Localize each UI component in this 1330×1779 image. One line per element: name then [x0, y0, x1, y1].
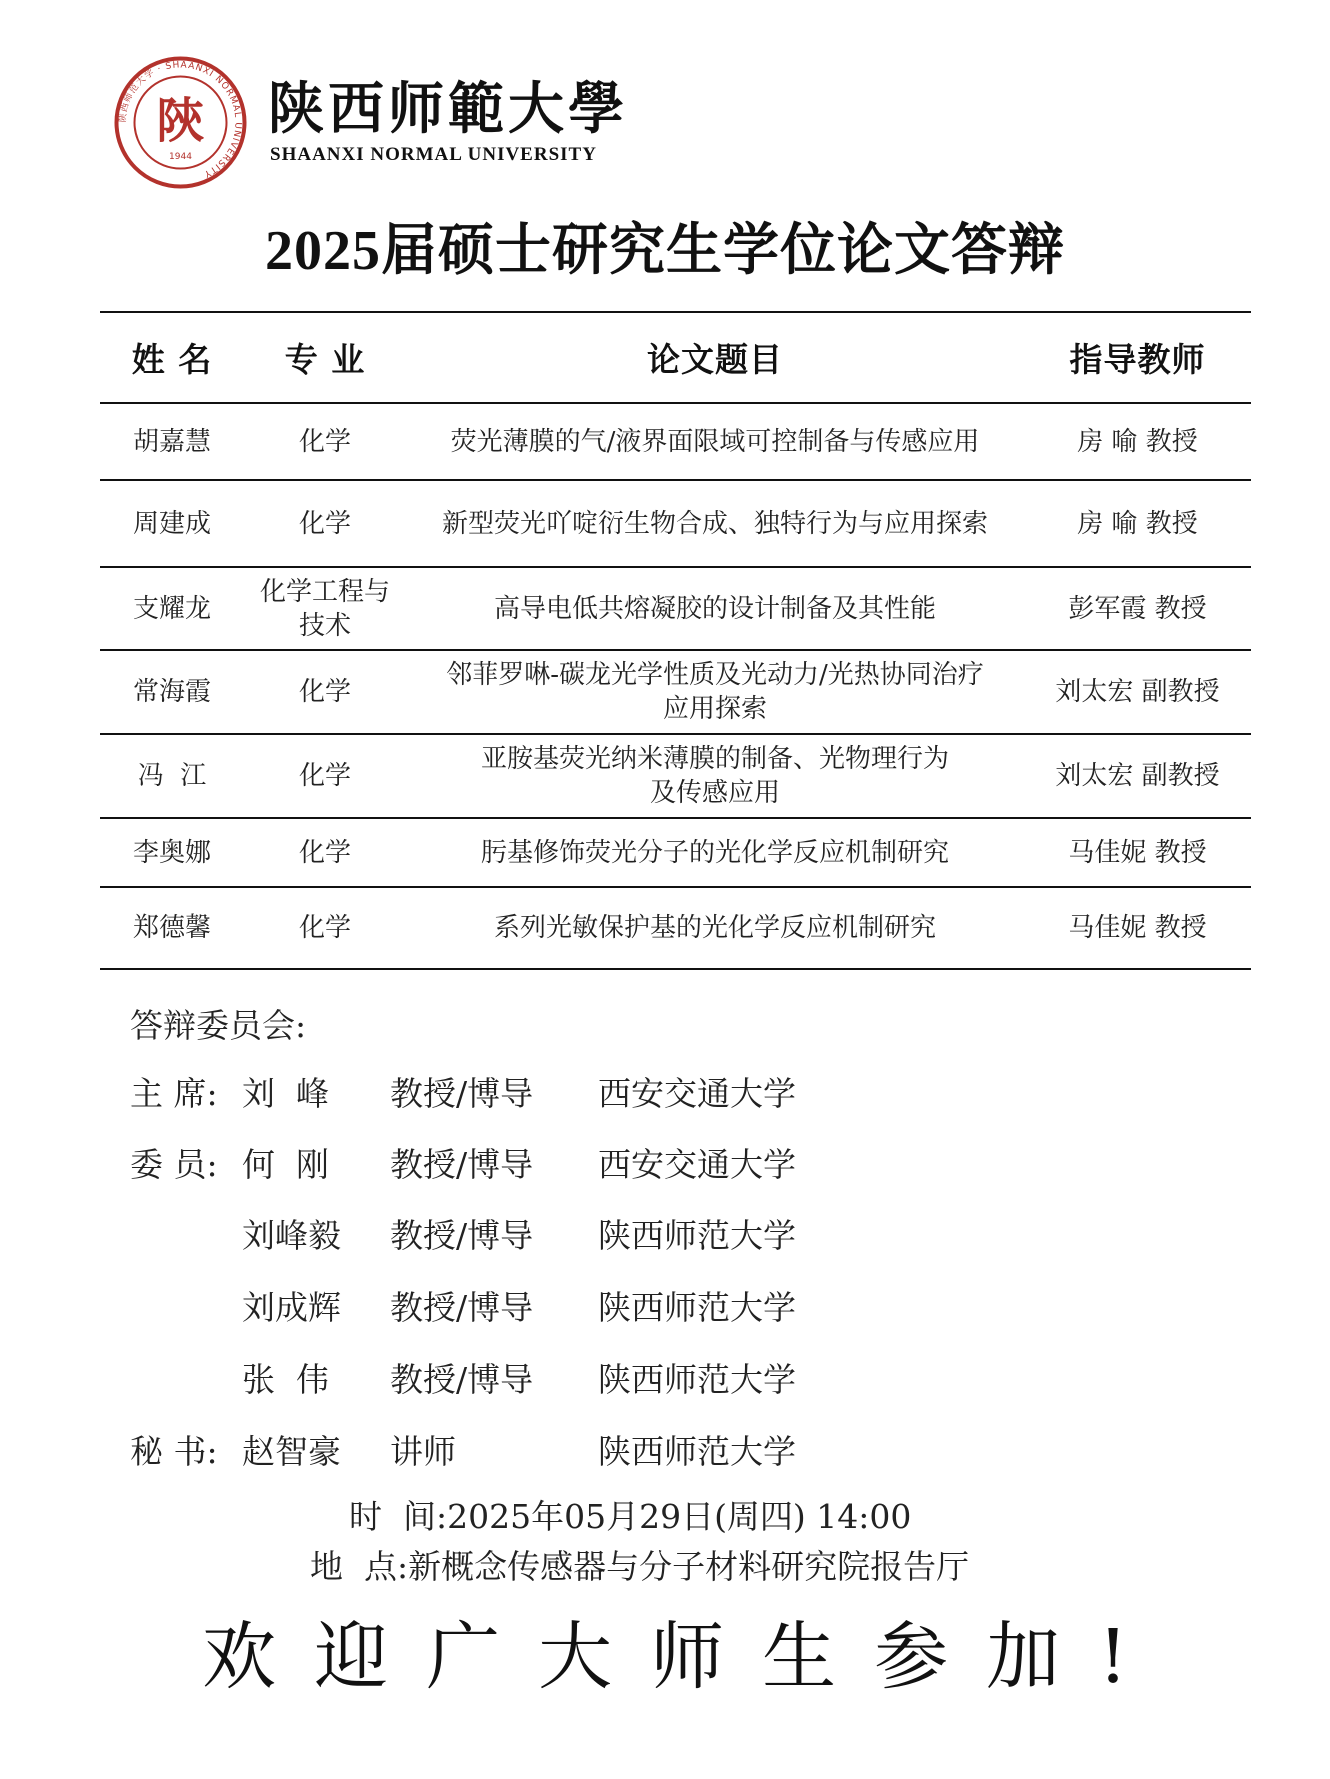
row-advisor: 房 喻 教授: [1077, 426, 1198, 457]
row-student-name: 支耀龙: [132, 593, 211, 624]
university-name-en: SHAANXI NORMAL UNIVERSITY: [270, 144, 597, 165]
page-title: 2025届硕士研究生学位论文答辩: [265, 220, 1065, 282]
seal-year: 1944: [169, 152, 192, 162]
header-thesis-title: 论文题目: [647, 339, 783, 379]
member-organization: 西安交通大学: [598, 1145, 796, 1184]
row-advisor: 刘太宏 副教授: [1055, 761, 1220, 791]
row-student-name: 常海霞: [132, 677, 211, 707]
row-advisor: 马佳妮 教授: [1068, 837, 1207, 868]
row-student-name: 冯 江: [137, 761, 207, 791]
row-advisor: 马佳妮 教授: [1068, 913, 1207, 943]
row-thesis-title: 邻菲罗啉-碳龙光学性质及光动力/光热协同治疗 应用探索: [446, 660, 984, 724]
defense-time: 时 间:2025年05月29日(周四) 14:00: [349, 1497, 912, 1536]
row-student-name: 郑德馨: [132, 913, 211, 943]
member-organization: 西安交通大学: [598, 1074, 796, 1113]
member-title: 教授/博导: [390, 1145, 534, 1184]
member-organization: 陕西师范大学: [598, 1360, 796, 1399]
row-major: 化学: [298, 913, 351, 943]
row-thesis-title: 荧光薄膜的气/液界面限域可控制备与传感应用: [450, 426, 980, 457]
row-thesis-title: 新型荧光吖啶衍生物合成、独特行为与应用探索: [441, 508, 988, 539]
committee-heading: 答辩委员会:: [130, 1006, 307, 1045]
member-title: 教授/博导: [390, 1360, 534, 1399]
row-thesis-title: 系列光敏保护基的光化学反应机制研究: [493, 913, 936, 943]
member-organization: 陕西师范大学: [598, 1288, 796, 1327]
welcome-banner: 欢迎广大师生参加!: [202, 1614, 1166, 1700]
row-advisor: 彭军霞 教授: [1068, 593, 1207, 624]
row-student-name: 周建成: [132, 508, 211, 539]
row-student-name: 李奥娜: [132, 837, 211, 868]
row-thesis-title: 亚胺基荧光纳米薄膜的制备、光物理行为 及传感应用: [480, 744, 949, 808]
member-label: 委 员:: [130, 1145, 218, 1184]
header-advisor: 指导教师: [1069, 339, 1206, 379]
university-wordmark: [268, 76, 628, 168]
member-title: 教授/博导: [390, 1288, 534, 1327]
row-major: 化学: [298, 508, 351, 539]
university-seal-logo: [113, 55, 248, 190]
table-bottom-rule: [100, 968, 1251, 970]
member-organization: 陕西师范大学: [598, 1432, 796, 1471]
seal-character: 陝: [156, 93, 205, 149]
member-title: 教授/博导: [390, 1074, 534, 1113]
member-name: 刘峰毅: [242, 1216, 341, 1255]
row-major: 化学: [298, 761, 351, 791]
row-student-name: 胡嘉慧: [132, 426, 211, 457]
member-name: 刘 峰: [242, 1074, 329, 1113]
member-name: 赵智豪: [242, 1432, 341, 1471]
header-name: 姓 名: [131, 339, 213, 379]
row-major: 化学: [298, 426, 351, 457]
row-advisor: 刘太宏 副教授: [1055, 677, 1220, 707]
member-name: 张 伟: [242, 1360, 329, 1399]
row-thesis-title: 肟基修饰荧光分子的光化学反应机制研究: [480, 837, 949, 868]
seal-ring-text: 陕西师范大学 · SHAANXI NORMAL UNIVERSITY: [118, 60, 243, 180]
row-major: 化学工程与 技术: [259, 576, 390, 641]
row-advisor: 房 喻 教授: [1077, 508, 1198, 539]
member-name: 刘成辉: [242, 1288, 341, 1327]
member-label: 秘 书:: [130, 1432, 218, 1471]
row-major: 化学: [298, 837, 351, 868]
row-thesis-title: 高导电低共熔凝胶的设计制备及其性能: [493, 593, 936, 624]
member-organization: 陕西师范大学: [598, 1216, 796, 1255]
university-name-cn: 陕西师範大學: [268, 76, 628, 142]
member-name: 何 刚: [242, 1145, 329, 1184]
row-major: 化学: [298, 677, 351, 707]
defense-location: 地 点:新概念传感器与分子材料研究院报告厅: [310, 1547, 970, 1586]
member-label: 主 席:: [130, 1074, 218, 1113]
member-title: 讲师: [390, 1432, 456, 1471]
header-major: 专 业: [284, 339, 366, 379]
member-title: 教授/博导: [390, 1216, 534, 1255]
